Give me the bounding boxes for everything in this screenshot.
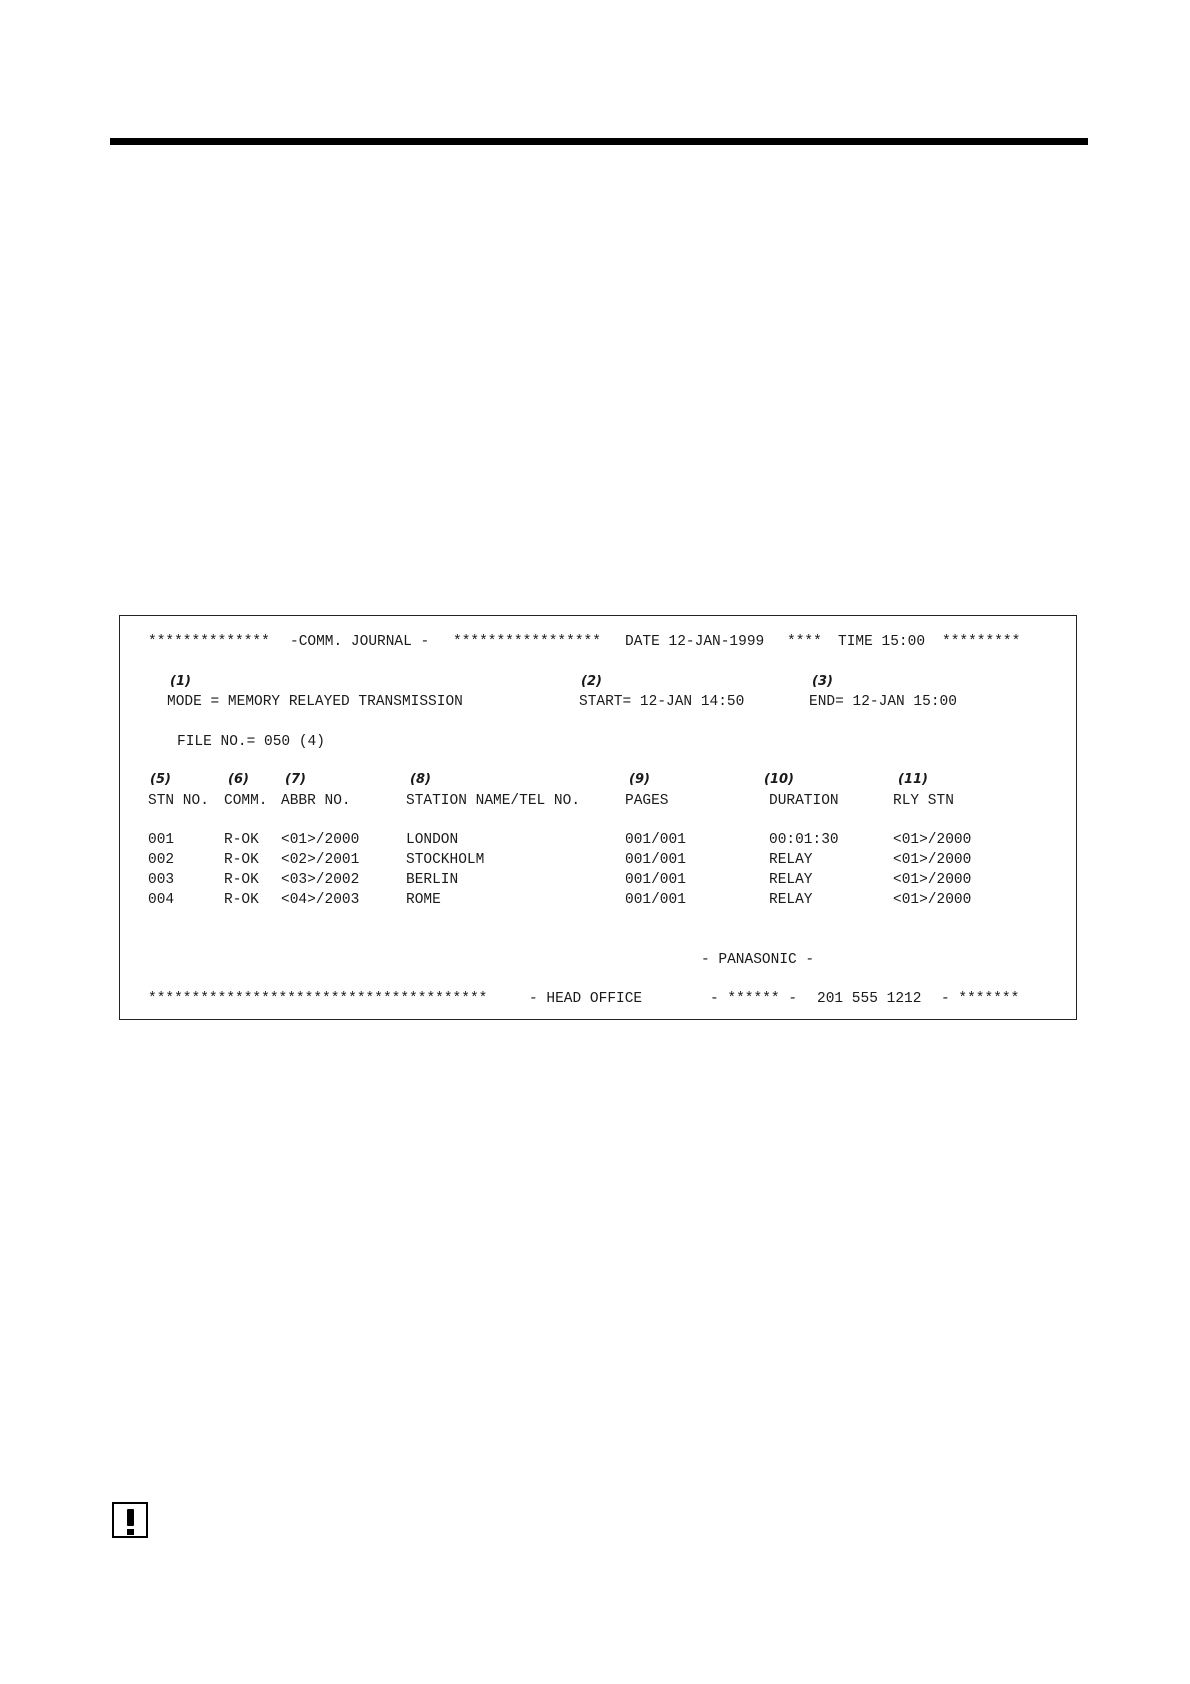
- cell-abbr-no: <03>/2002: [281, 872, 360, 888]
- cell-stn-no: 004: [148, 892, 175, 908]
- cell-station-name: BERLIN: [406, 872, 459, 888]
- cell-duration: RELAY: [769, 892, 813, 908]
- footer-stars-right: - *******: [941, 991, 1020, 1007]
- col-pages: PAGES: [625, 793, 669, 809]
- cell-comm: R-OK: [224, 892, 259, 908]
- end-time: END= 12-JAN 15:00: [809, 694, 957, 710]
- ref-9: (9): [629, 772, 650, 787]
- phone-number: 201 555 1212: [817, 991, 922, 1007]
- col-rly-stn: RLY STN: [893, 793, 954, 809]
- cell-stn-no: 002: [148, 852, 175, 868]
- cell-rly-stn: <01>/2000: [893, 892, 972, 908]
- exclamation-icon: [112, 1502, 148, 1538]
- report-time: TIME 15:00: [838, 634, 926, 650]
- header-stars-mid: *****************: [453, 634, 601, 650]
- brand-line: - PANASONIC -: [701, 952, 815, 968]
- comm-journal-report: [119, 615, 1077, 1020]
- ref-7: (7): [285, 772, 306, 787]
- ref-11: (11): [898, 772, 928, 787]
- ref-10: (10): [764, 772, 794, 787]
- cell-duration: RELAY: [769, 872, 813, 888]
- cell-pages: 001/001: [625, 832, 686, 848]
- col-comm: COMM.: [224, 793, 268, 809]
- cell-stn-no: 001: [148, 832, 175, 848]
- cell-pages: 001/001: [625, 892, 686, 908]
- mode-text: MODE = MEMORY RELAYED TRANSMISSION: [167, 694, 463, 710]
- ref-1: (1): [170, 674, 191, 689]
- cell-station-name: STOCKHOLM: [406, 852, 485, 868]
- col-duration: DURATION: [769, 793, 839, 809]
- cell-abbr-no: <01>/2000: [281, 832, 360, 848]
- office-name: - HEAD OFFICE: [529, 991, 643, 1007]
- cell-station-name: ROME: [406, 892, 441, 908]
- cell-pages: 001/001: [625, 872, 686, 888]
- cell-comm: R-OK: [224, 852, 259, 868]
- col-stn-no: STN NO.: [148, 793, 209, 809]
- col-station-name: STATION NAME/TEL NO.: [406, 793, 581, 809]
- footer-stars-left: ***************************************: [148, 991, 488, 1007]
- file-number: FILE NO.= 050 (4): [177, 734, 325, 750]
- cell-rly-stn: <01>/2000: [893, 872, 972, 888]
- cell-rly-stn: <01>/2000: [893, 832, 972, 848]
- ref-8: (8): [410, 772, 431, 787]
- cell-rly-stn: <01>/2000: [893, 852, 972, 868]
- cell-abbr-no: <02>/2001: [281, 852, 360, 868]
- cell-abbr-no: <04>/2003: [281, 892, 360, 908]
- cell-duration: RELAY: [769, 852, 813, 868]
- col-abbr-no: ABBR NO.: [281, 793, 351, 809]
- report-title: -COMM. JOURNAL -: [290, 634, 430, 650]
- cell-pages: 001/001: [625, 852, 686, 868]
- cell-comm: R-OK: [224, 872, 259, 888]
- top-rule: [110, 138, 1088, 145]
- header-stars-mid2: ****: [787, 634, 822, 650]
- cell-duration: 00:01:30: [769, 832, 839, 848]
- cell-comm: R-OK: [224, 832, 259, 848]
- ref-3: (3): [812, 674, 833, 689]
- report-date: DATE 12-JAN-1999: [625, 634, 765, 650]
- header-stars-left: **************: [148, 634, 270, 650]
- ref-6: (6): [228, 772, 249, 787]
- header-stars-right: *********: [942, 634, 1021, 650]
- ref-5: (5): [150, 772, 171, 787]
- footer-stars-mid: - ****** -: [710, 991, 798, 1007]
- start-time: START= 12-JAN 14:50: [579, 694, 745, 710]
- cell-station-name: LONDON: [406, 832, 459, 848]
- cell-stn-no: 003: [148, 872, 175, 888]
- ref-2: (2): [581, 674, 602, 689]
